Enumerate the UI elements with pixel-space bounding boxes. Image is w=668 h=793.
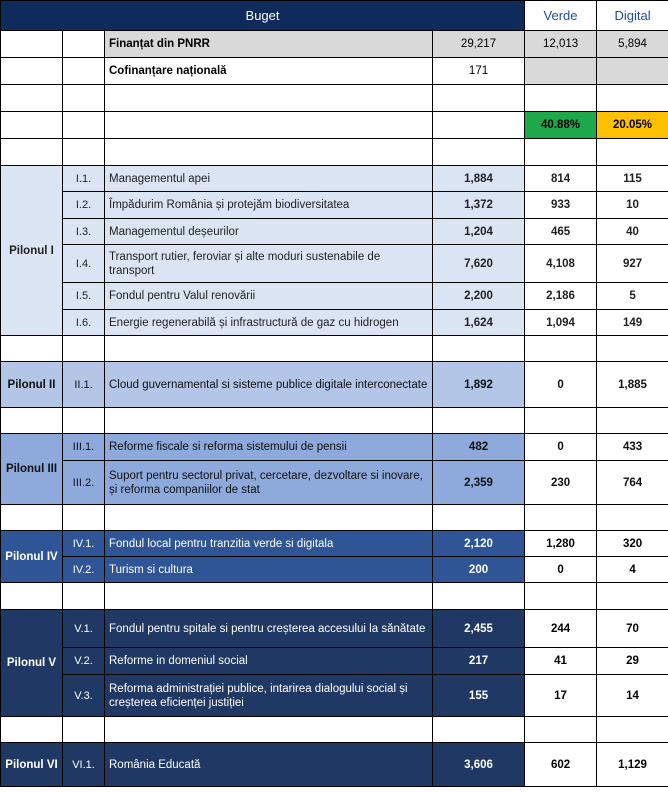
row-description: Reforme fiscale si reforma sistemului de pensii (105, 434, 433, 461)
row-verde: 4,108 (525, 245, 597, 283)
empty-row (1, 583, 668, 610)
row-code: VI.1. (63, 743, 105, 787)
row-verde: 2,186 (525, 283, 597, 310)
cofinantare-buget: 171 (433, 58, 525, 85)
table-row (1, 192, 668, 219)
row-description: Suport pentru sectorul privat, cercetare, dezvoltare si inovare, și reforma companiilor de stat (105, 461, 433, 505)
row-verde: 602 (525, 743, 597, 787)
row-description: Împădurim România și protejăm biodiversitatea (105, 192, 433, 219)
row-verde: 41 (525, 648, 597, 675)
table-row (1, 743, 668, 787)
table-row (1, 648, 668, 675)
row-description: Fondul pentru spitale si pentru creșterea accesului la sănătate (105, 610, 433, 648)
row-buget: 2,359 (433, 461, 525, 505)
row-digital: 40 (597, 219, 668, 245)
pilonul-6-label: Pilonul VI (1, 743, 63, 787)
percentage-row (1, 112, 668, 139)
row-code: IV.2. (63, 557, 105, 583)
empty-row (1, 85, 668, 112)
row-buget: 1,204 (433, 219, 525, 245)
row-code: II.1. (63, 362, 105, 408)
row-verde: 0 (525, 362, 597, 408)
row-description: Energie regenerabilă și infrastructură de gaz cu hidrogen (105, 310, 433, 336)
row-digital: 5 (597, 283, 668, 310)
row-verde: 1,094 (525, 310, 597, 336)
table-row (1, 434, 668, 461)
row-verde: 230 (525, 461, 597, 505)
row-buget: 1,372 (433, 192, 525, 219)
pnrr-row (1, 31, 668, 58)
pilonul-2-label: Pilonul II (1, 362, 63, 408)
row-description: Managementul apei (105, 166, 433, 192)
row-buget: 3,606 (433, 743, 525, 787)
row-digital: 764 (597, 461, 668, 505)
verde-percentage: 40.88% (525, 112, 597, 139)
row-description: Managementul deșeurilor (105, 219, 433, 245)
row-buget: 1,624 (433, 310, 525, 336)
table-row (1, 531, 668, 557)
row-verde: 1,280 (525, 531, 597, 557)
empty-row (1, 139, 668, 166)
row-digital: 4 (597, 557, 668, 583)
row-digital: 10 (597, 192, 668, 219)
row-buget: 482 (433, 434, 525, 461)
row-code: III.2. (63, 461, 105, 505)
row-buget: 217 (433, 648, 525, 675)
table-row (1, 610, 668, 648)
row-code: I.4. (63, 245, 105, 283)
table-row (1, 219, 668, 245)
empty-row (1, 717, 668, 743)
pnrr-buget: 29,217 (433, 31, 525, 58)
row-description: România Educată (105, 743, 433, 787)
row-code: V.1. (63, 610, 105, 648)
row-code: I.6. (63, 310, 105, 336)
empty-row (1, 336, 668, 362)
row-code: I.2. (63, 192, 105, 219)
row-description: Reforma administrației publice, intarirea dialogului social și creșterea eficienței justiției (105, 675, 433, 717)
table-row (1, 461, 668, 505)
row-digital: 927 (597, 245, 668, 283)
row-buget: 1,892 (433, 362, 525, 408)
row-verde: 0 (525, 434, 597, 461)
pilonul-4-label: Pilonul IV (1, 531, 63, 583)
pilonul-1-label: Pilonul I (1, 166, 63, 336)
row-code: III.1. (63, 434, 105, 461)
empty-row (1, 505, 668, 531)
row-description: Turism si cultura (105, 557, 433, 583)
row-digital: 115 (597, 166, 668, 192)
row-code: V.2. (63, 648, 105, 675)
row-description: Fondul local pentru tranzitia verde si digitala (105, 531, 433, 557)
row-code: I.3. (63, 219, 105, 245)
row-digital: 320 (597, 531, 668, 557)
row-verde: 244 (525, 610, 597, 648)
cofinantare-label: Cofinanțare națională (105, 58, 433, 85)
row-description: Transport rutier, feroviar și alte moduri sustenabile de transport (105, 245, 433, 283)
row-buget: 2,455 (433, 610, 525, 648)
header-verde: Verde (525, 1, 597, 31)
header-digital: Digital (597, 1, 668, 31)
row-description: Fondul pentru Valul renovării (105, 283, 433, 310)
row-code: I.1. (63, 166, 105, 192)
row-code: IV.1. (63, 531, 105, 557)
row-digital: 149 (597, 310, 668, 336)
row-buget: 200 (433, 557, 525, 583)
row-buget: 2,200 (433, 283, 525, 310)
digital-percentage: 20.05% (597, 112, 668, 139)
row-digital: 70 (597, 610, 668, 648)
pnrr-verde: 12,013 (525, 31, 597, 58)
table-row (1, 557, 668, 583)
row-verde: 465 (525, 219, 597, 245)
row-buget: 2,120 (433, 531, 525, 557)
row-buget: 1,884 (433, 166, 525, 192)
pnrr-label: Finanțat din PNRR (105, 31, 433, 58)
row-code: V.3. (63, 675, 105, 717)
pilonul-5-label: Pilonul V (1, 610, 63, 717)
pilonul-3-label: Pilonul III (1, 434, 63, 505)
row-digital: 29 (597, 648, 668, 675)
row-description: Reforme in domeniul social (105, 648, 433, 675)
pnrr-digital: 5,894 (597, 31, 668, 58)
row-verde: 933 (525, 192, 597, 219)
row-description: Cloud guvernamental si sisteme publice digitale interconectate (105, 362, 433, 408)
table-row (1, 675, 668, 717)
row-buget: 155 (433, 675, 525, 717)
table-row (1, 245, 668, 283)
row-buget: 7,620 (433, 245, 525, 283)
table-row (1, 166, 668, 192)
table-row (1, 283, 668, 310)
row-digital: 1,129 (597, 743, 668, 787)
cofinantare-row (1, 58, 668, 85)
row-code: I.5. (63, 283, 105, 310)
row-digital: 1,885 (597, 362, 668, 408)
row-verde: 814 (525, 166, 597, 192)
row-digital: 14 (597, 675, 668, 717)
header-buget: Buget (1, 1, 525, 31)
table-row (1, 310, 668, 336)
header-row (1, 1, 668, 31)
row-verde: 0 (525, 557, 597, 583)
row-digital: 433 (597, 434, 668, 461)
row-verde: 17 (525, 675, 597, 717)
table-row (1, 362, 668, 408)
empty-row (1, 408, 668, 434)
